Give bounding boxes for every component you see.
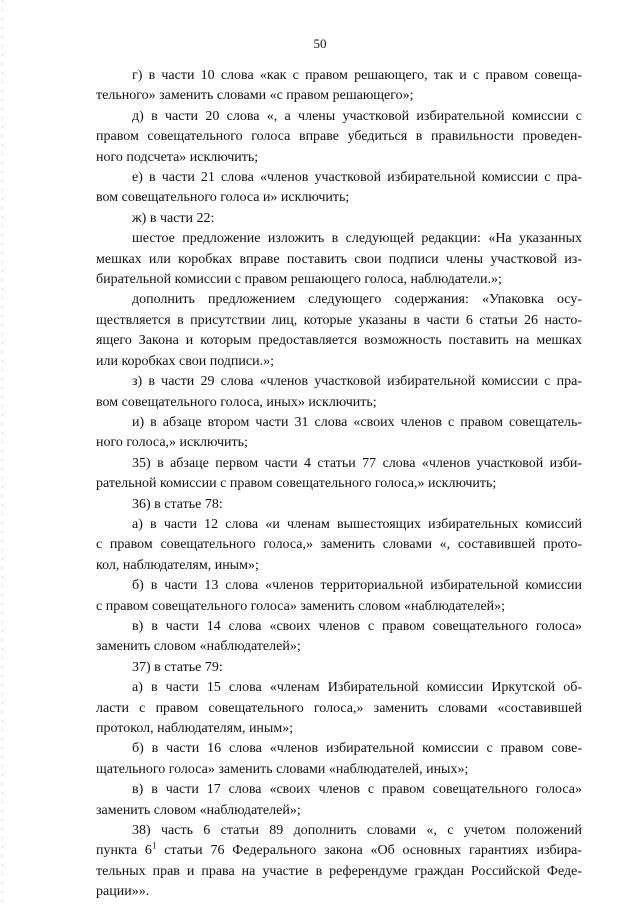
text-line: б) в части 16 слова «членов избирательной комиссии с правом сове- <box>132 741 582 757</box>
text-line: заменить словом «наблюдателей»; <box>96 639 301 655</box>
text-line: с правом совещательного голоса,» заменить словами «, составившей прото- <box>96 537 582 553</box>
text-line: д) в части 20 слова «, а члены участковой избирательной комиссии с <box>132 108 582 124</box>
text-line: мешках или коробках вправе поставить свои подписи члены участковой из- <box>96 251 582 267</box>
superscript: 1 <box>151 840 157 851</box>
text-line: 35) в абзаце первом части 4 статьи 77 слова «членов участковой изби- <box>132 455 582 471</box>
text-line: правом совещательного голоса вправе убедиться в правильности проведен- <box>96 129 582 145</box>
text-line: в) в части 14 слова «своих членов с правом совещательного голоса» <box>132 618 582 634</box>
text-line: ж) в части 22: <box>132 210 215 226</box>
text-line: 38) часть 6 статьи 89 дополнить словами «, с учетом положений <box>132 823 582 839</box>
text-line: бирательной комиссии с правом решающего голоса, наблюдатели.»; <box>96 272 502 288</box>
scan-edge-artifact <box>2 0 3 905</box>
text-line: ящего Закона и которым предоставляется возможность поставить на мешках <box>96 333 582 349</box>
text-line: протокол, наблюдателям, иным»; <box>96 721 294 736</box>
document-body <box>96 66 582 903</box>
text-line: и) в абзаце втором части 31 слова «своих членов с правом совещатель- <box>132 414 582 430</box>
text-line: а) в части 12 слова «и членам вышестоящих избирательных комиссий <box>132 516 582 532</box>
text-line: дополнить предложением следующего содержания: «Упаковка осу- <box>132 292 582 308</box>
text-line: а) в части 15 слова «членам Избирательной комиссии Иркутской об- <box>132 680 582 696</box>
text-line: в) в части 17 слова «своих членов с правом совещательного голоса» <box>132 782 582 798</box>
text-line: ного голоса,» исключить; <box>96 435 248 451</box>
page-number: 50 <box>313 36 327 51</box>
text-line: рации»». <box>96 884 150 900</box>
text-line: рательной комиссии с правом совещательного голоса,» исключить; <box>96 476 497 492</box>
text-line: б) в части 13 слова «членов территориальной избирательной комиссии <box>132 578 582 594</box>
text-line: ласти с правом совещательного голоса,» заменить словами «составившей <box>96 700 582 716</box>
text-line: щательного голоса» заменить словами «наблюдателей, иных»; <box>96 761 469 777</box>
text-line: 36) в статье 78: <box>132 496 223 512</box>
text-line: кол, наблюдателям, иным»; <box>96 557 259 573</box>
text-line: вом совещательного голоса, иных» исключить; <box>96 394 377 410</box>
text-line: 37) в статье 79: <box>132 659 223 675</box>
text-line: ществляется в присутствии лиц, которые указаны в части 6 статьи 26 насто- <box>96 312 582 328</box>
text-line: с правом совещательного голоса» заменить словом «наблюдателей»; <box>96 598 506 614</box>
text-line: заменить словом «наблюдателей»; <box>96 802 301 818</box>
text-line: шестое предложение изложить в следующей редакции: «На указанных <box>132 231 582 247</box>
text-line: г) в части 10 слова «как с правом решающего, так и с правом совеща- <box>132 68 582 83</box>
text-line: е) в части 21 слова «членов участковой избирательной комиссии с пра- <box>132 170 582 186</box>
text-line: или коробках свои подписи.»; <box>96 353 275 369</box>
text-line: вом совещательного голоса и» исключить; <box>96 190 350 206</box>
text-line: з) в части 29 слова «членов участковой избирательной комиссии с пра- <box>132 374 582 390</box>
text-line: тельного» заменить словами «с правом решающего»; <box>96 88 414 104</box>
text-line: тельных прав и права на участие в референдуме граждан Российской Феде- <box>96 863 582 879</box>
text-line: ного подсчета» исключить; <box>96 149 259 165</box>
text-line: пункта $6^1$ статьи 76 Федерального закона «Об основных гарантиях избира- <box>96 840 582 859</box>
